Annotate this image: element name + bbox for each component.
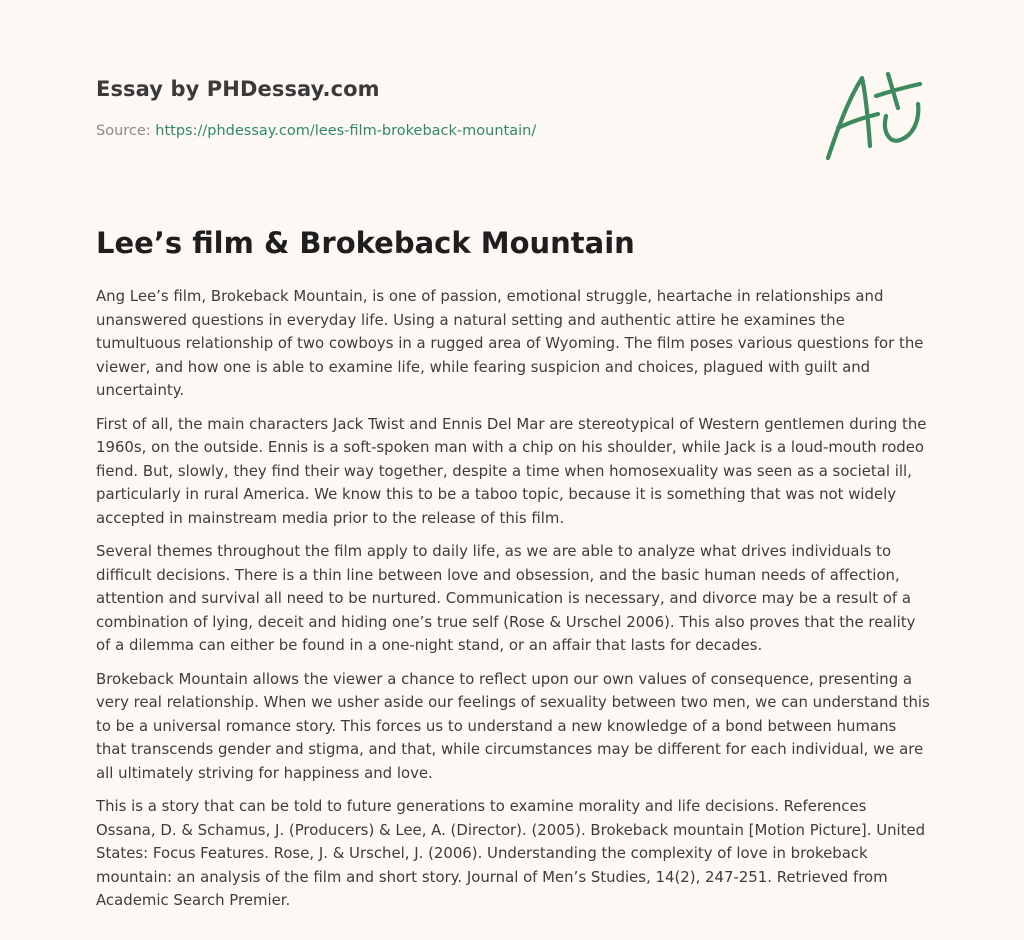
source-line: [96, 123, 536, 139]
essay-paragraph: Ang Lee’s film, Brokeback Mountain, is one of passion, emotional struggle, heartache in relationships and unanswered questions in everyday life. Using a natural setting and authentic attire he examines the tumultuous relationship of two cowboys in a rugged area of Wyoming. The film poses various questions for the viewer, and how one is able to examine life, while fearing suspicion and choices, plagued with guilt and uncertainty.: [96, 287, 924, 399]
essay-title: Lee’s film & Brokeback Mountain: [96, 226, 635, 260]
essay-paragraph: Brokeback Mountain allows the viewer a chance to reflect upon our own values of consequence, presenting a very real relationship. When we usher aside our feelings of sexuality between two men, we can understand this to be a universal romance story. This forces us to understand a new knowledge of a bond between humans that transcends gender and stigma, and that, while circumstances may be different for each individual, we are all ultimately striving for happiness and love.: [96, 669, 930, 782]
site-title: Essay by PHDessay.com: [96, 77, 380, 101]
source-link[interactable]: https://phdessay.com/lees-film-brokeback-mountain/: [155, 123, 537, 139]
essay-paragraph: Several themes throughout the film apply to daily life, as we are able to analyze what drives individuals to difficult decisions. There is a thin line between love and obsession, and the basic human needs of affection, attention and survival all need to be nurtured. Communication is necessary, and divorce may be a result of a combination of lying, deceit and hiding one’s true self (Rose & Urschel 2006). This also proves that the reality of a dilemma can either be found in a one-night stand, or an affair that lasts for decades.: [96, 542, 916, 654]
source-label: Source:: [96, 123, 151, 139]
essay-paragraph: This is a story that can be told to future generations to examine morality and life decisions. References Ossana, D. & Schamus, J. (Producers) & Lee, A. (Director). (2005). Brokeback mountain [Motion Picture]. United States: Focus Features. Rose, J. & Urschel, J. (2006). Understanding the complexity of love in brokeback mountain: an analysis of the film and short story. Journal of Men’s Studies, 14(2), 247-251. Retrieved from Academic Search Premier.: [96, 797, 926, 909]
essay-body: [96, 285, 930, 923]
essay-paragraph: First of all, the main characters Jack Twist and Ennis Del Mar are stereotypical of Western gentlemen during the 1960s, on the outside. Ennis is a soft-spoken man with a chip on his shoulder, while Jack is a loud-mouth rodeo fiend. But, slowly, they find their way together, despite a time when homosexuality was seen as a societal ill, particularly in rural America. We know this to be a taboo topic, because it is something that was not widely accepted in mainstream media prior to the release of this film.: [96, 414, 927, 527]
a-plus-logo-icon: [824, 66, 930, 166]
